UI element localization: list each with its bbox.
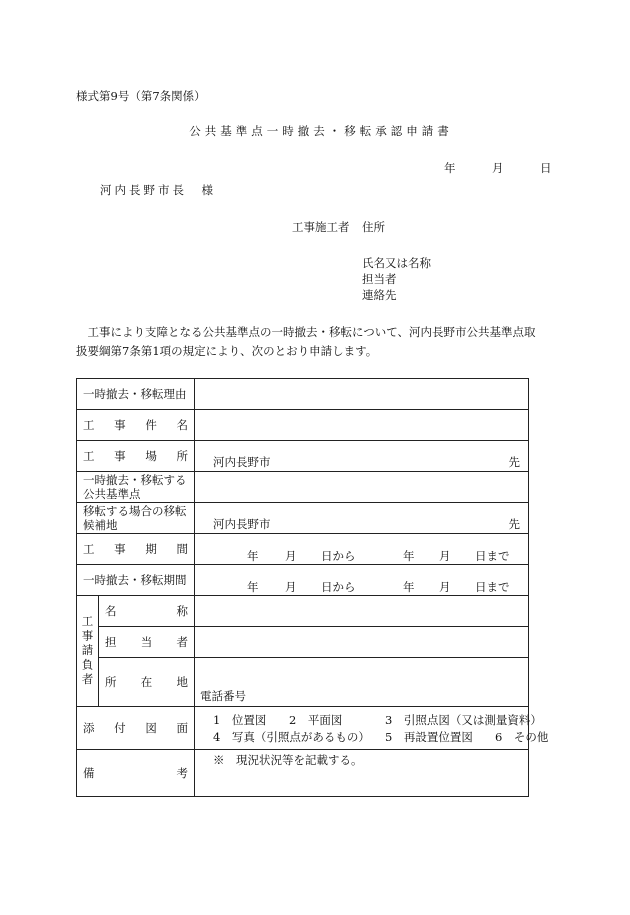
work-period-field[interactable]: 年 月 日から 年 月 日まで	[195, 534, 529, 565]
phone-label: 電話番号	[200, 689, 246, 703]
work-name-field[interactable]	[195, 410, 529, 441]
remarks-field[interactable]	[195, 750, 529, 797]
work-period-label: 工 事 期 間	[77, 534, 195, 565]
row-target-points	[77, 472, 529, 503]
row-work-name	[77, 410, 529, 441]
removal-period-label: 一時撤去・移転期間	[77, 565, 195, 596]
target-points-field[interactable]	[195, 472, 529, 503]
attachment-item-4: 4 写真（引照点があるもの）	[213, 730, 370, 744]
contractor-location-field[interactable]	[195, 658, 529, 707]
applicant-contact-label: 連絡先	[362, 288, 397, 302]
date-month-label: 月	[492, 161, 504, 175]
candidate-label: 移転する場合の移転 候補地	[77, 503, 195, 534]
attachments-label: 添 付 図 面	[77, 707, 195, 750]
work-name-label: 工 事 件 名	[77, 410, 195, 441]
attachment-item-5: 5 再設置位置図	[385, 730, 473, 744]
contractor-person-field[interactable]	[195, 627, 529, 658]
date-year-label: 年	[444, 161, 456, 175]
form-number: 様式第9号（第7条関係）	[76, 89, 206, 103]
attachment-item-2: 2 平面図	[289, 713, 343, 727]
remarks-note: ※ 現況状況等を記載する。	[213, 753, 363, 767]
applicant-name-label: 氏名又は名称	[362, 256, 431, 270]
row-work-place	[77, 441, 529, 472]
work-place-field[interactable]	[195, 441, 529, 472]
work-place-suffix: 先	[508, 455, 520, 469]
work-place-city: 河内長野市	[213, 455, 271, 469]
contractor-location-label: 所 在 地	[99, 658, 195, 707]
applicant-role: 工事施工者	[292, 220, 350, 234]
row-remarks	[77, 750, 529, 797]
candidate-field[interactable]	[195, 503, 529, 534]
attachment-item-1: 1 位置図	[213, 713, 267, 727]
applicant-person-label: 担当者	[362, 272, 397, 286]
row-contractor-name	[77, 596, 529, 627]
remarks-label: 備 考	[77, 750, 195, 797]
attachment-item-3: 3 引照点図（又は測量資料）	[385, 713, 542, 727]
body-text-line-1: 工事により支障となる公共基準点の一時撤去・移転について、河内長野市公共基準点取	[76, 325, 536, 339]
reason-label: 一時撤去・移転理由	[77, 379, 195, 410]
body-text-line-2: 扱要綱第7条第1項の規定により、次のとおり申請します。	[76, 344, 378, 358]
candidate-suffix: 先	[508, 517, 520, 531]
row-work-period	[77, 534, 529, 565]
candidate-city: 河内長野市	[213, 517, 271, 531]
attachments-field	[195, 707, 549, 750]
contractor-label: 工事請負者	[77, 596, 99, 707]
contractor-name-field[interactable]	[195, 596, 529, 627]
addressee: 河内長野市長 様	[100, 183, 216, 197]
work-place-label: 工 事 場 所	[77, 441, 195, 472]
applicant-address-label: 住所	[362, 220, 385, 234]
contractor-name-label: 名 称	[99, 596, 195, 627]
contractor-person-label: 担 当 者	[99, 627, 195, 658]
date-day-label: 日	[540, 161, 552, 175]
row-attachments	[77, 707, 529, 750]
row-removal-period	[77, 565, 529, 596]
form-title: 公共基準点一時撤去・移転承認申請書	[189, 124, 453, 138]
target-points-label: 一時撤去・移転する 公共基準点	[77, 472, 195, 503]
row-reason	[77, 379, 529, 410]
row-contractor-person	[77, 627, 529, 658]
row-candidate	[77, 503, 529, 534]
attachment-item-6: 6 その他	[495, 730, 549, 744]
row-contractor-location	[77, 658, 529, 707]
reason-field[interactable]	[195, 379, 529, 410]
application-table	[76, 378, 549, 797]
removal-period-field[interactable]: 年 月 日から 年 月 日まで	[195, 565, 529, 596]
